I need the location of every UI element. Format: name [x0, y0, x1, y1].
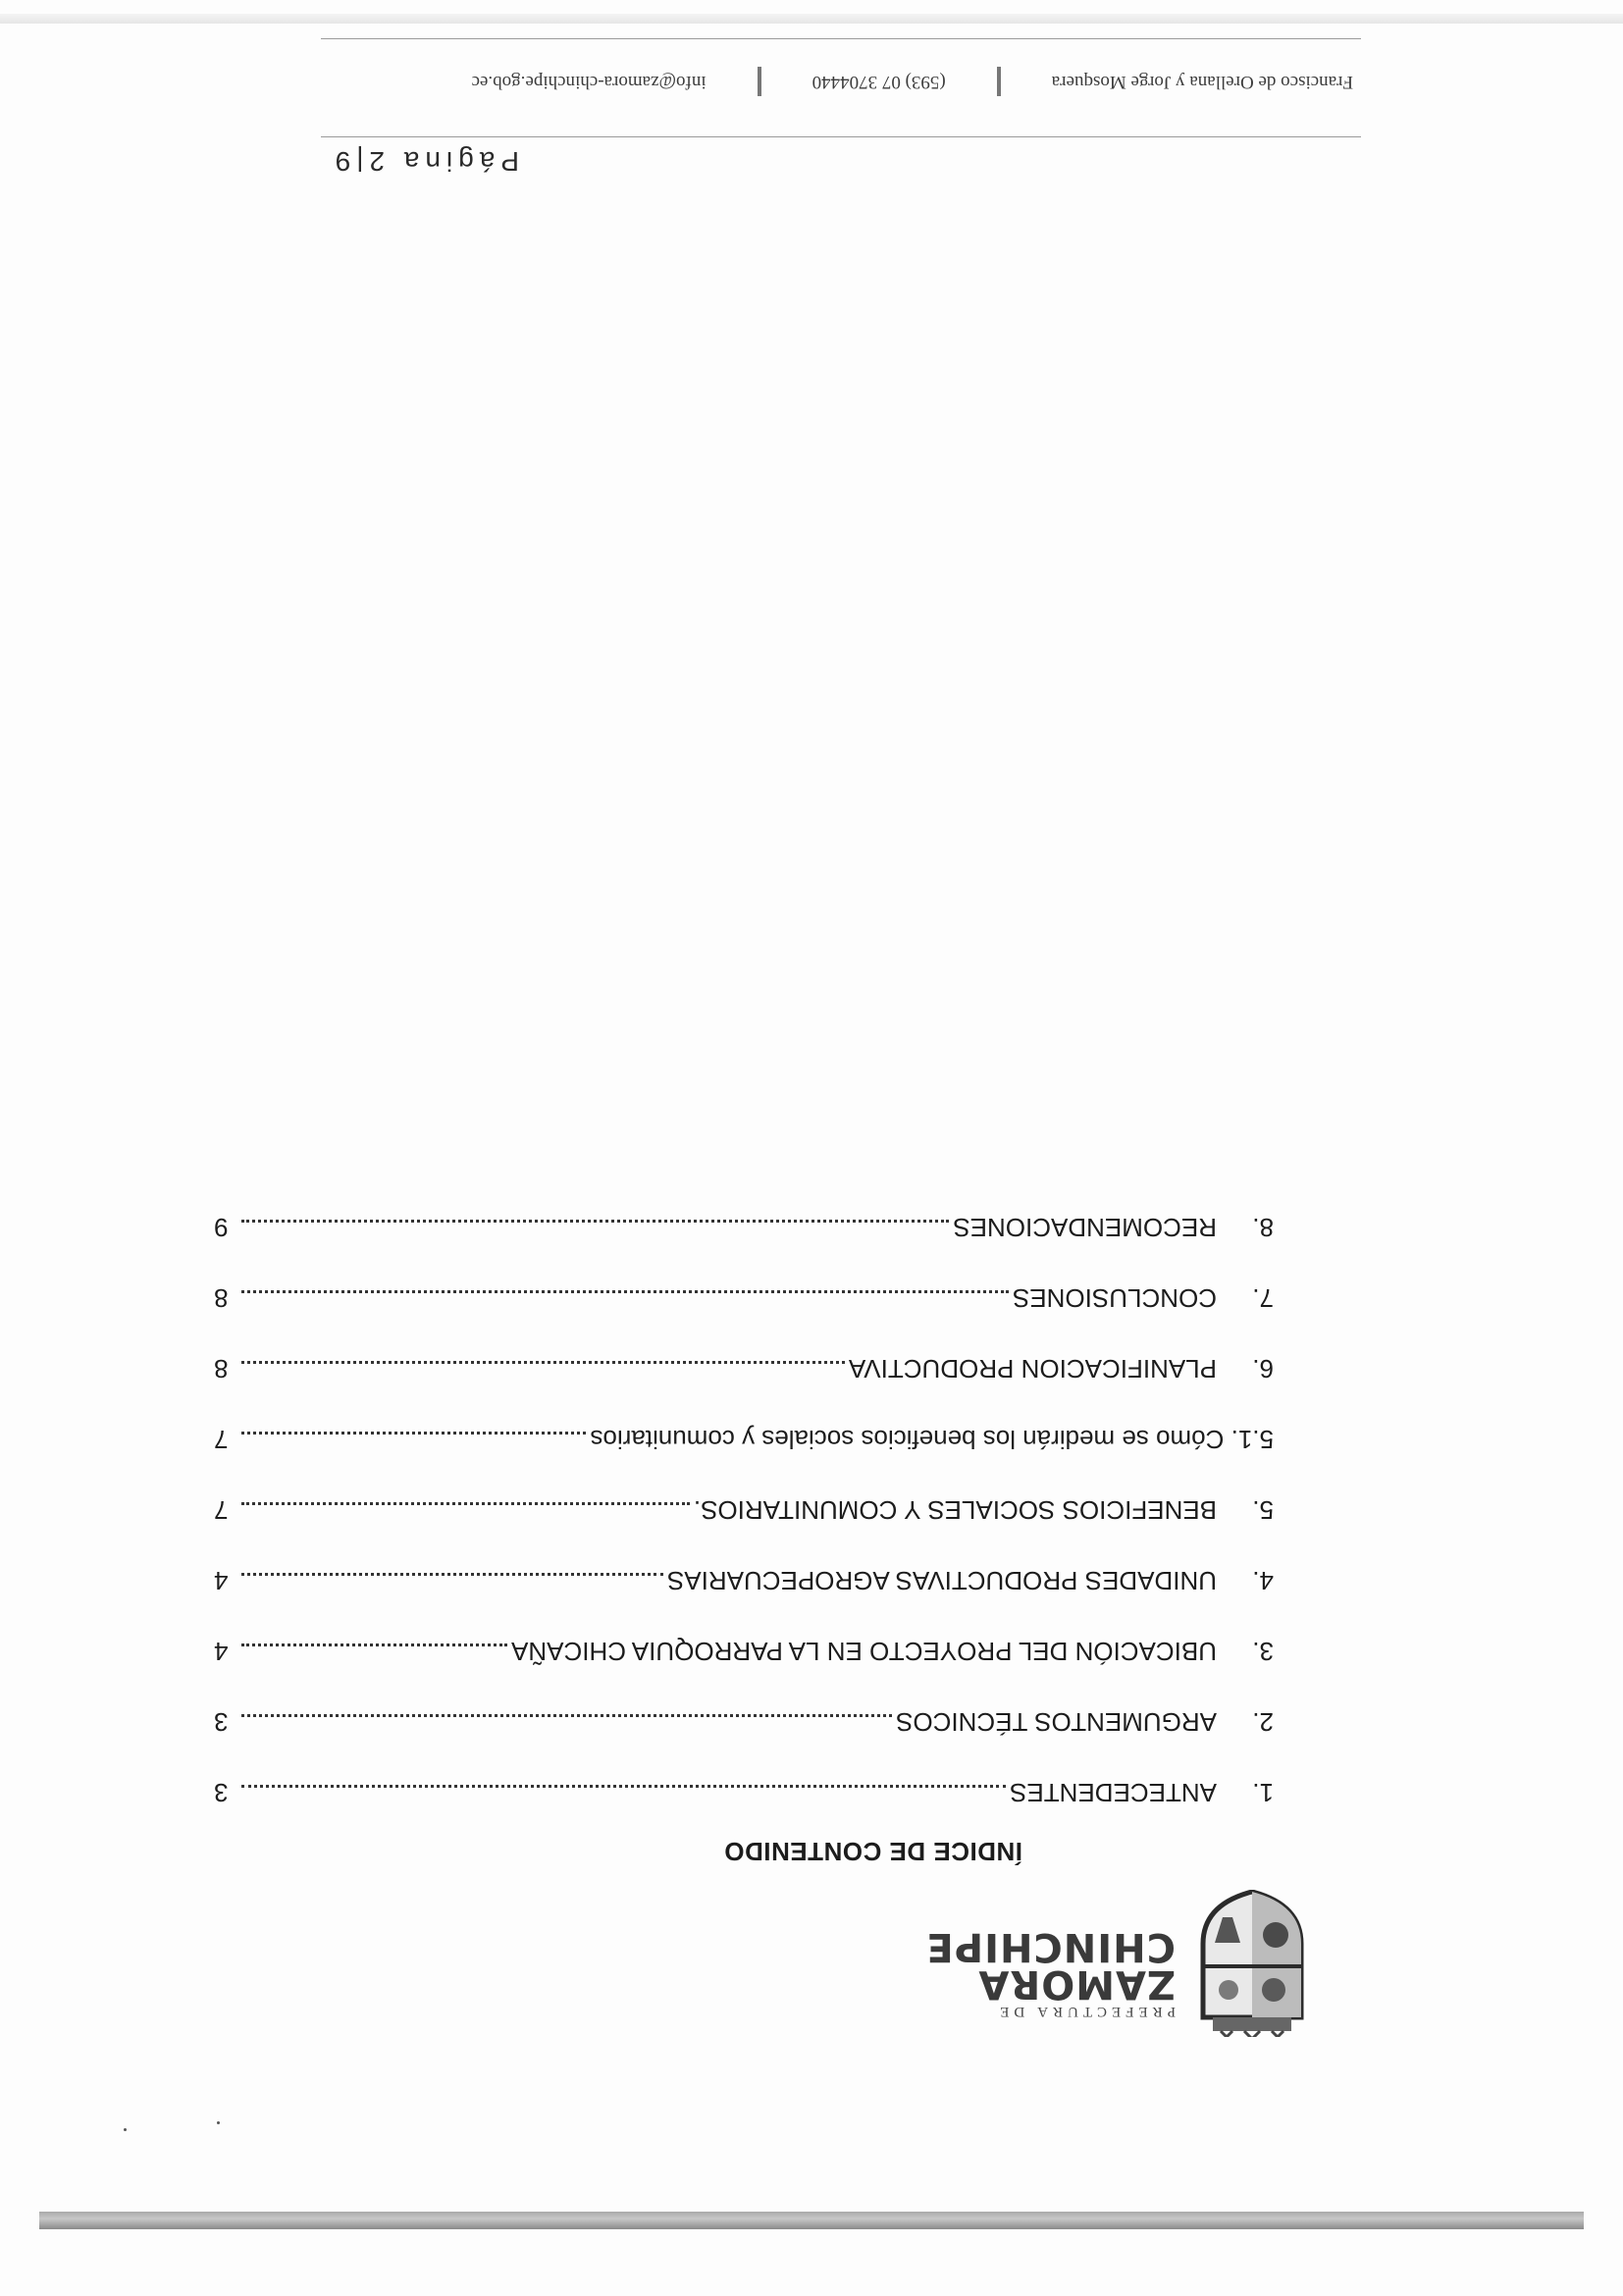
scanner-edge-bar	[39, 2212, 1584, 2229]
toc-entry-page: 9	[214, 1213, 229, 1242]
scanner-edge-shadow	[0, 14, 1623, 24]
scan-speck	[217, 2121, 220, 2124]
page-number: Página 2|9	[329, 146, 519, 177]
toc-leader-dots	[241, 1644, 507, 1666]
toc-leader-dots	[241, 1220, 949, 1242]
toc-entry-number: 2.	[1252, 1707, 1274, 1737]
toc-entry-planificacion[interactable]	[214, 1313, 1274, 1383]
footer-divider	[321, 136, 1361, 137]
footer-email: info@zamora-chinchipe.gob.ec	[471, 72, 707, 92]
toc-entry-page: 8	[214, 1354, 229, 1383]
toc-leader-dots	[241, 1361, 845, 1383]
toc-entry-page: 3	[214, 1707, 229, 1737]
toc-entry-label: BENEFICIOS SOCIALES Y COMUNITARIOS.	[693, 1495, 1217, 1525]
footer-address: Francisco de Orellana y Jorge Mosquera	[1051, 72, 1353, 92]
toc-subentry-medicion-beneficios[interactable]	[214, 1383, 1274, 1454]
toc-entry-page: 4	[214, 1637, 229, 1666]
toc-entry-label: UNIDADES PRODUCTIVAS AGROPECUARIAS	[666, 1566, 1217, 1595]
toc-entry-argumentos-tecnicos[interactable]	[214, 1666, 1274, 1737]
toc-entry-number: 6.	[1252, 1354, 1274, 1383]
footer-divider	[321, 38, 1361, 39]
toc-entry-page: 3	[214, 1778, 229, 1807]
toc-entry-recomendaciones[interactable]	[214, 1172, 1274, 1242]
logo-name-chinchipe: CHINCHIPE	[925, 1924, 1176, 1969]
toc-entry-page: 4	[214, 1566, 229, 1595]
toc-entry-label: ANTECEDENTES	[1010, 1778, 1217, 1807]
toc-leader-dots	[241, 1785, 1006, 1807]
toc-entry-label: ARGUMENTOS TÉCNICOS	[896, 1707, 1217, 1737]
toc-entry-unidades-productivas[interactable]	[214, 1525, 1274, 1595]
toc-entry-number: 1.	[1252, 1778, 1274, 1807]
coat-of-arms-icon	[1193, 1890, 1311, 2037]
toc-entry-label: 5.1. Cómo se medirán los beneficios sociales y comunitarios	[590, 1425, 1274, 1454]
toc-entry-page: 7	[214, 1495, 229, 1525]
toc-entry-page: 7	[214, 1425, 229, 1454]
footer-phone: (593) 07 3704440	[812, 72, 946, 92]
toc-entry-antecedentes[interactable]	[214, 1737, 1274, 1807]
toc-leader-dots	[241, 1290, 1009, 1313]
toc-leader-dots	[241, 1714, 892, 1737]
footer-separator	[758, 67, 761, 96]
toc-entry-beneficios[interactable]	[214, 1454, 1274, 1525]
footer-separator	[997, 67, 1001, 96]
logo-prefix: PREFECTURA DE	[995, 2004, 1176, 2019]
toc-leader-dots	[241, 1573, 663, 1595]
logo-name-zamora: ZAMORA	[977, 1961, 1176, 2007]
toc-entry-label: UBICACIÓN DEL PROYECTO EN LA PARROQUIA CHICAÑA	[510, 1637, 1217, 1666]
prefectura-logo	[673, 1890, 1311, 2037]
toc-entry-number: 7.	[1252, 1283, 1274, 1313]
toc-leader-dots	[241, 1432, 586, 1454]
toc-entry-label: PLANIFICACION PRODUCTIVA	[848, 1354, 1217, 1383]
toc-entry-number: 8.	[1252, 1213, 1274, 1242]
toc-entry-label: CONCLUSIONES	[1012, 1283, 1217, 1313]
toc-leader-dots	[241, 1502, 690, 1525]
toc-entry-number: 5.	[1252, 1495, 1274, 1525]
scan-speck	[124, 2128, 127, 2131]
toc-entry-number: 3.	[1252, 1637, 1274, 1666]
toc-entry-page: 8	[214, 1283, 229, 1313]
toc-entry-ubicacion[interactable]	[214, 1595, 1274, 1666]
page-footer	[254, 67, 1353, 96]
toc-entry-label: RECOMENDACIONES	[953, 1213, 1217, 1242]
table-of-contents	[214, 1172, 1274, 1807]
toc-title: ÍNDICE DE CONTENIDO	[723, 1837, 1022, 1866]
toc-entry-conclusiones[interactable]	[214, 1242, 1274, 1313]
toc-entry-number: 4.	[1252, 1566, 1274, 1595]
